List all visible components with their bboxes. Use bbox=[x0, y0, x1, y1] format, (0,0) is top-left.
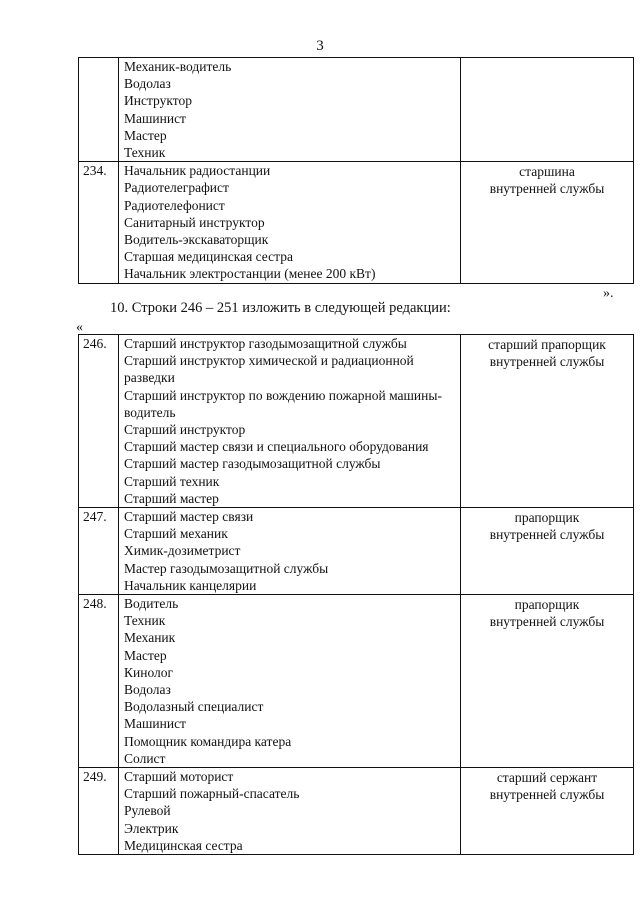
row-number bbox=[79, 58, 119, 162]
positions-table-bottom bbox=[78, 334, 634, 855]
table-row bbox=[79, 508, 634, 595]
position-title: Мастер bbox=[124, 647, 167, 663]
position-title: Кинолог bbox=[124, 664, 174, 680]
position-title: Электрик bbox=[124, 820, 179, 836]
position-title: Начальник радиостанции bbox=[124, 163, 271, 179]
position-title: Мастер bbox=[124, 127, 167, 143]
position-title: Химик-дозиметрист bbox=[124, 543, 241, 559]
position-title: Старший пожарный-спасатель bbox=[124, 786, 300, 802]
rank-title: прапорщик внутренней службы bbox=[489, 597, 605, 630]
position-title: Начальник электростанции (менее 200 кВт) bbox=[124, 266, 376, 282]
position-title: Мастер газодымозащитной службы bbox=[124, 560, 329, 576]
position-title: Инструктор bbox=[124, 93, 192, 109]
position-list bbox=[119, 162, 461, 283]
rank-title: прапорщик внутренней службы bbox=[489, 510, 605, 543]
position-title: Старший инструктор газодымозащитной службы bbox=[124, 336, 407, 351]
position-title: Радиотелеграфист bbox=[124, 180, 229, 196]
row-number: 249. bbox=[79, 768, 119, 855]
rank-title: старший сержант внутренней службы bbox=[489, 770, 605, 803]
position-title: Старший инструктор по вождению пожарной машины-водитель bbox=[124, 387, 442, 420]
row-number: 248. bbox=[79, 595, 119, 768]
position-title: Старший мастер связи bbox=[124, 509, 254, 525]
position-title: Начальник канцелярии bbox=[124, 577, 257, 593]
positions-table-top bbox=[78, 57, 634, 284]
position-title: Старший мастер связи и специального оборудования bbox=[124, 439, 429, 455]
rank-cell bbox=[461, 595, 634, 768]
position-title: Солист bbox=[124, 750, 166, 766]
table-row bbox=[79, 58, 634, 162]
rank-cell bbox=[461, 335, 634, 508]
position-title: Медицинская сестра bbox=[124, 837, 243, 853]
rank-title: старший прапорщик внутренней службы bbox=[488, 337, 606, 370]
position-title: Водолазный специалист bbox=[124, 699, 264, 715]
position-title: Машинист bbox=[124, 110, 186, 126]
table-row bbox=[79, 768, 634, 855]
table-row bbox=[79, 595, 634, 768]
position-list bbox=[119, 595, 461, 768]
rank-title: старшина внутренней службы bbox=[489, 164, 605, 197]
position-title: Техник bbox=[124, 145, 166, 161]
position-title: Старший мастер газодымозащитной службы bbox=[124, 456, 381, 472]
position-title: Водитель bbox=[124, 596, 179, 612]
amendment-instruction: 10. Строки 246 – 251 изложить в следующей редакции: bbox=[110, 300, 451, 316]
rank-cell bbox=[461, 508, 634, 595]
position-title: Санитарный инструктор bbox=[124, 214, 265, 230]
position-title: Водолаз bbox=[124, 682, 171, 698]
page-number: 3 bbox=[316, 38, 324, 54]
position-list bbox=[119, 508, 461, 595]
position-title: Рулевой bbox=[124, 803, 171, 819]
rank-cell bbox=[461, 768, 634, 855]
position-title: Водолаз bbox=[124, 76, 171, 92]
position-list bbox=[119, 335, 461, 508]
position-title: Механик-водитель bbox=[124, 59, 232, 74]
position-title: Машинист bbox=[124, 716, 186, 732]
rank-cell bbox=[461, 58, 634, 162]
position-list bbox=[119, 58, 461, 162]
table-row bbox=[79, 162, 634, 283]
row-number: 234. bbox=[79, 162, 119, 283]
closing-quote: ». bbox=[603, 286, 614, 301]
table-row bbox=[79, 335, 634, 508]
row-number: 247. bbox=[79, 508, 119, 595]
position-title: Радиотелефонист bbox=[124, 197, 225, 213]
position-title: Старший инструктор bbox=[124, 422, 246, 438]
position-title: Техник bbox=[124, 613, 166, 629]
position-title: Водитель-экскаваторщик bbox=[124, 232, 269, 248]
row-number: 246. bbox=[79, 335, 119, 508]
position-title: Старший инструктор химической и радиационной разведки bbox=[124, 353, 414, 386]
position-title: Старший мастер bbox=[124, 490, 219, 506]
position-title: Старший техник bbox=[124, 473, 220, 489]
position-title: Старший моторист bbox=[124, 769, 234, 785]
position-list bbox=[119, 768, 461, 855]
opening-quote: « bbox=[76, 320, 83, 335]
position-title: Старшая медицинская сестра bbox=[124, 249, 293, 265]
position-title: Механик bbox=[124, 630, 176, 646]
rank-cell bbox=[461, 162, 634, 283]
position-title: Помощник командира катера bbox=[124, 733, 292, 749]
position-title: Старший механик bbox=[124, 526, 228, 542]
